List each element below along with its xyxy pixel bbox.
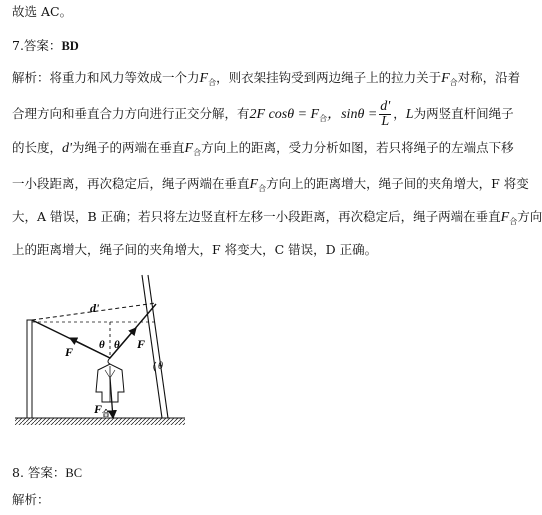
label-f-right: F bbox=[137, 337, 146, 351]
equation-sin: ，sinθ = bbox=[327, 107, 378, 122]
right-pole-outer bbox=[148, 275, 168, 418]
text-run: 为绳子的两端在垂直 bbox=[72, 140, 185, 155]
explanation-line-5 bbox=[12, 209, 542, 230]
force-diagram bbox=[10, 270, 190, 435]
text-run: ， bbox=[393, 106, 406, 121]
explanation-line-2 bbox=[12, 99, 514, 129]
answer-8-line bbox=[12, 465, 82, 481]
explanation-line-6 bbox=[12, 242, 377, 258]
text-run: 合理方向和垂直合力方向进行正交分解，有 bbox=[12, 106, 250, 121]
left-pole bbox=[27, 320, 32, 418]
text-run: 的长度， bbox=[12, 140, 63, 155]
explanation-line-3 bbox=[12, 140, 514, 161]
f-he-symbol: $F_合$ bbox=[441, 71, 458, 87]
explanation-line-4 bbox=[12, 176, 529, 197]
text-line-conclusion-6 bbox=[12, 4, 72, 20]
explanation-line-1 bbox=[12, 70, 520, 91]
answer-7-label: 7.答案： bbox=[12, 38, 62, 53]
text-run: 方向 bbox=[517, 209, 542, 224]
answer-8-label: 8. 答案： bbox=[12, 465, 66, 480]
symbol-L: L bbox=[405, 107, 414, 122]
explanation-8-label: 解析： bbox=[12, 492, 50, 507]
text-run: 一小段距离，再次稳定后，绳子两端在垂直 bbox=[12, 176, 250, 191]
text-run: 上的距离增大，绳子间的夹角增大，F 将变大，C 错误，D 正确。 bbox=[12, 242, 378, 257]
answer-7-value: BD bbox=[61, 39, 79, 53]
label-f-left: F bbox=[65, 345, 74, 359]
label-theta-left: θ bbox=[99, 339, 105, 351]
text-run: 方向上的距离增大，绳子间的夹角增大，F 将变 bbox=[266, 176, 529, 191]
text-run: 大，A 错误，B 正确；若只将左边竖直杆左移一小段距离，再次稳定后，绳子两端在垂直 bbox=[12, 209, 501, 224]
f-he-symbol: $F_合$ bbox=[500, 210, 518, 226]
text-run: 方向上的距离，受力分析如图，若只将绳子的左端点下移 bbox=[201, 140, 514, 155]
label-f-resultant: $F_合$ bbox=[94, 402, 111, 418]
symbol-d-prime: d' bbox=[62, 141, 73, 156]
answer-7-line bbox=[12, 38, 79, 54]
label-d-prime: d' bbox=[90, 301, 100, 315]
text-run: 解析：将重力和风力等效成一个力 bbox=[12, 70, 200, 85]
text-run: ，则衣架挂钩受到两边绳子上的拉力关于 bbox=[216, 70, 442, 85]
text-run: 为两竖直杆间绳子 bbox=[413, 106, 514, 121]
fraction-d-over-L: $\frac{d'}{L}$ bbox=[380, 99, 391, 129]
label-theta-pole: θ bbox=[158, 361, 163, 372]
explanation-8-line bbox=[12, 492, 50, 508]
equation-cos: 2F $\cos\theta = F_合$ bbox=[249, 107, 328, 123]
ground-hatching bbox=[15, 418, 185, 425]
answer-8-value: BC bbox=[65, 466, 83, 480]
label-theta-right: θ bbox=[114, 339, 120, 351]
conclusion-text: 故选 AC。 bbox=[12, 4, 73, 19]
text-run: 对称，沿着 bbox=[457, 70, 521, 85]
f-he-symbol: $F_合$ bbox=[249, 177, 267, 193]
f-he-symbol: $F_合$ bbox=[199, 71, 217, 87]
f-he-symbol: $F_合$ bbox=[184, 141, 202, 157]
